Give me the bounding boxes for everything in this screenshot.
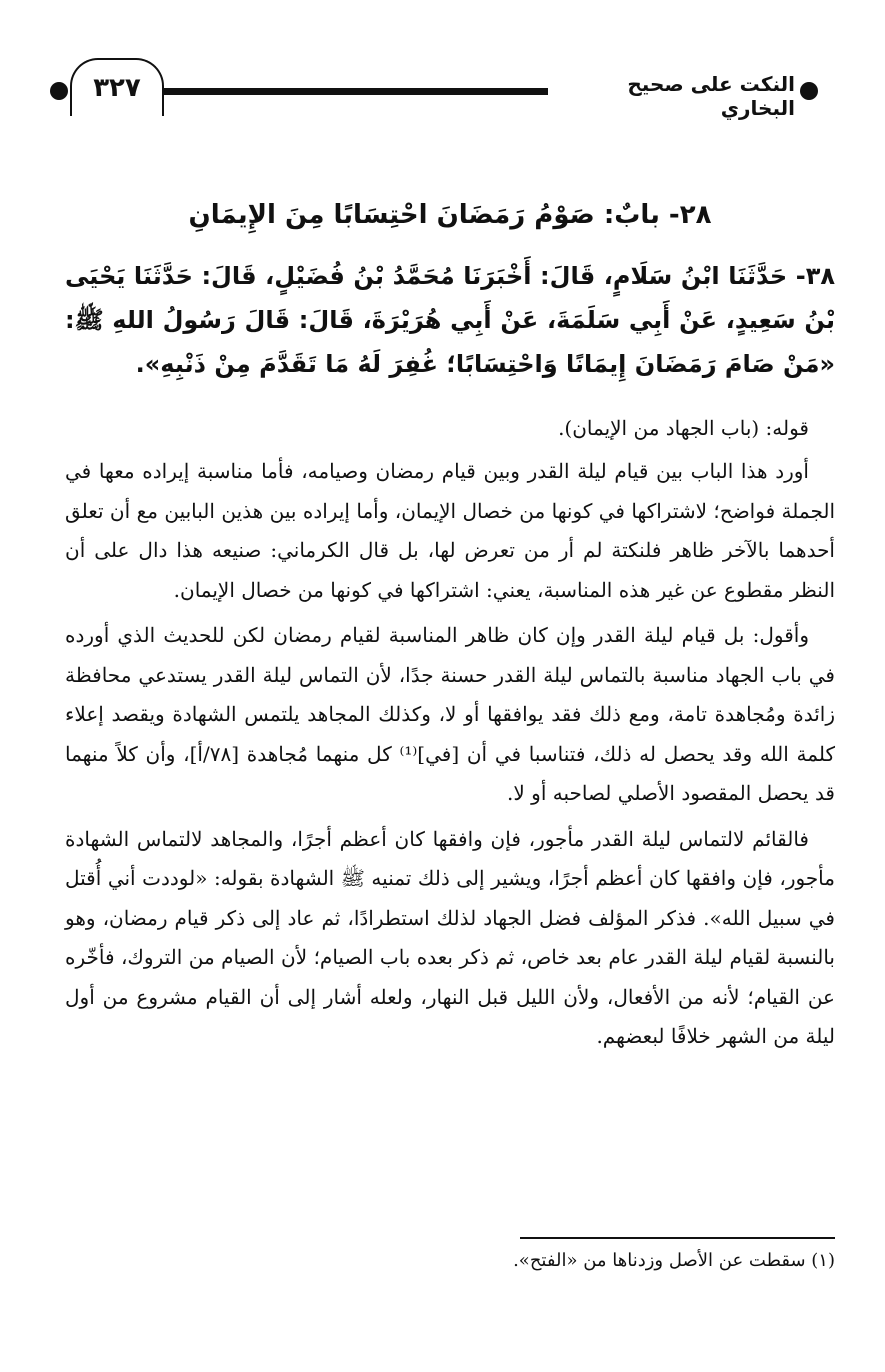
- footnote-rule: [520, 1237, 835, 1239]
- footnote: (١) سقطت عن الأصل وزدناها من «الفتح».: [513, 1250, 835, 1271]
- page-body: [65, 200, 835, 1063]
- hadith-text: ٣٨- حَدَّثَنَا ابْنُ سَلَامٍ، قَالَ: أَخْبَرَنَا مُحَمَّدُ بْنُ فُضَيْلٍ، قَالَ: حَدَّثَنَا يَحْيَى بْنُ سَعِيدٍ، عَنْ أَبِي سَلَمَةَ، عَنْ أَبِي هُرَيْرَةَ، قَالَ: قَالَ رَسُولُ اللهِ ﷺ: «مَنْ صَامَ رَمَضَانَ إِيمَانًا وَاحْتِسَابًا؛ غُفِرَ لَهُ مَا تَقَدَّمَ مِنْ ذَنْبِهِ».: [65, 262, 835, 378]
- page-header: [0, 0, 885, 140]
- chapter-title: ٢٨- بابٌ: صَوْمُ رَمَضَانَ احْتِسَابًا مِنَ الإِيمَانِ: [188, 200, 712, 230]
- header-rule: [160, 88, 548, 95]
- commentary-paragraph-2: وأقول: بل قيام ليلة القدر وإن كان ظاهر المناسبة لقيام رمضان لكن للحديث الذي أورده في باب الجهاد مناسبة بالتماس ليلة القدر حسنة جدًا، لأن التماس ليلة القدر يستدعي محافظة زائدة ومُجاهدة تامة، ومع ذلك فقد يوافقها أو لا، وكذلك المجاهد يلتمس الشهادة ويقصد إعلاء كلمة الله وقد يحصل له ذلك، فتناسبا في أن [في]⁽¹⁾ كل منهما مُجاهدة [٧٨/أ]، وأن كلاً منهما قد يحصل المقصود الأصلي لصاحبه أو لا.: [65, 623, 835, 805]
- commentary-paragraph-1: أورد هذا الباب بين قيام ليلة القدر وبين قيام رمضان وصيامه، فأما مناسبة إيراده معها في الجملة فواضح؛ لاشتراكها في كونها من خصال الإيمان، وأما إيراده بين هذين البابين مع أن تعلق أحدهما بالآخر ظاهر فلنكتة لم أر من تعرض لها، بل قال الكرماني: صنيعه هذا دال على أن النظر مقطوع عن غير هذه المناسبة، يعني: اشتراكها في كونها من خصال الإيمان.: [65, 459, 835, 602]
- commentary-heading: قوله: (باب الجهاد من الإيمان).: [558, 416, 809, 440]
- commentary-paragraph-3: فالقائم لالتماس ليلة القدر مأجور، فإن وافقها كان أعظم أجرًا، والمجاهد لالتماس الشهادة مأجور، فإن وافقها كان أعظم أجرًا، ويشير إلى ذلك تمنيه ﷺ الشهادة بقوله: «لوددت أني أُقتل في سبيل الله». فذكر المؤلف فضل الجهاد لذلك استطرادًا، ثم عاد إلى ذكر قيام رمضان، وهو بالنسبة لقيام ليلة القدر عام بعد خاص، ثم ذكر بعده باب الصيام؛ لأن الصيام من التروك، فأخّره عن القيام؛ لأنه من الأفعال، ولأن الليل قبل النهار، ولعله أشار إلى أن القيام مشروع من أول ليلة من الشهر خلافًا لبعضهم.: [65, 826, 835, 1048]
- running-title: النكت على صحيح البخاري: [627, 72, 795, 120]
- header-left-dot: [50, 82, 68, 100]
- page-number: ٣٢٧: [70, 58, 164, 116]
- header-right-dot: [800, 82, 818, 100]
